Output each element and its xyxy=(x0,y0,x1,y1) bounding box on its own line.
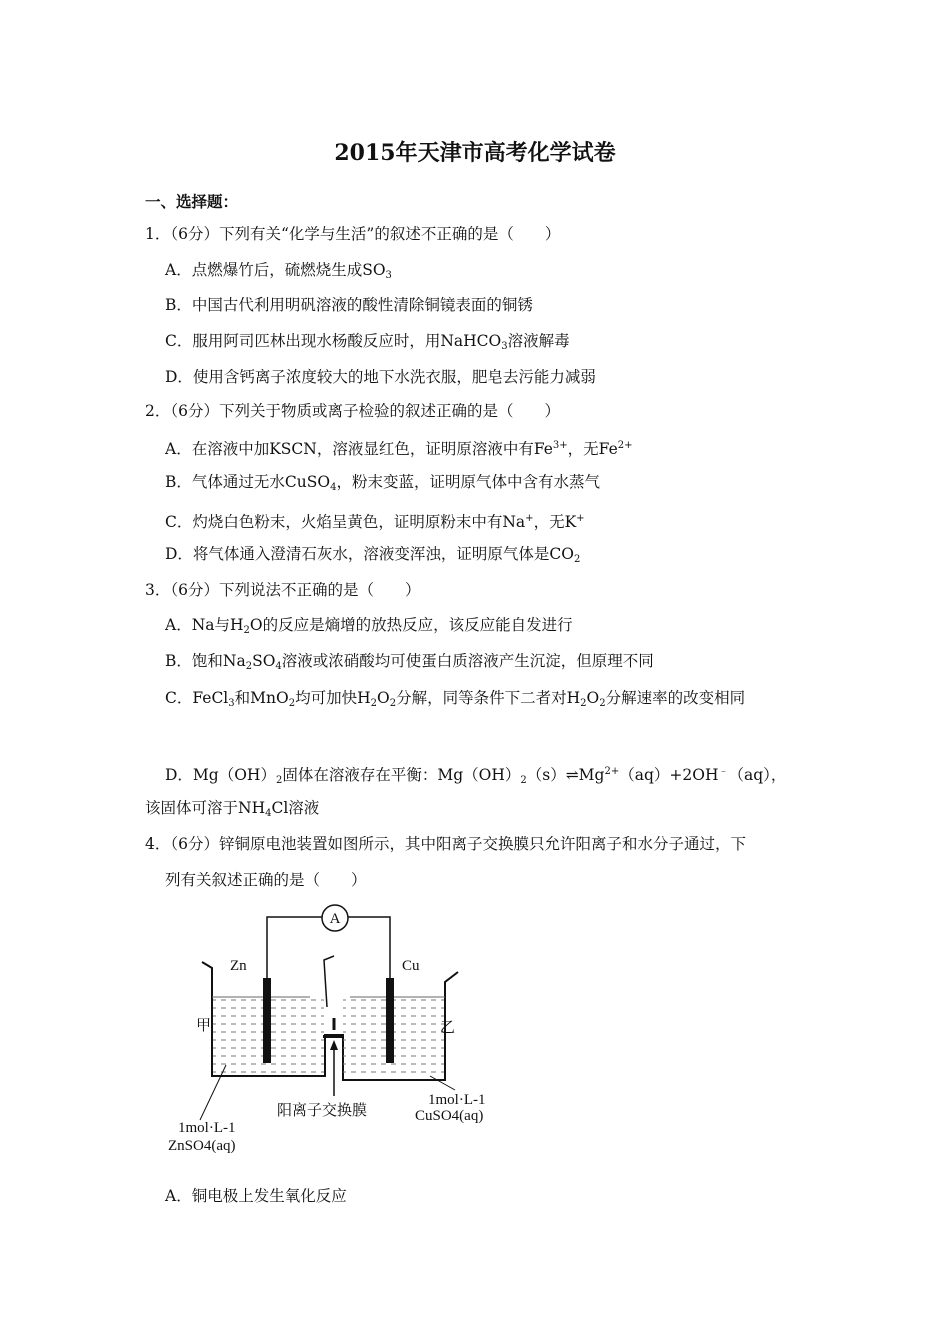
q4-option-a xyxy=(165,1186,347,1206)
cu-electrode xyxy=(386,978,394,1063)
text-segment: （s）⇌Mg xyxy=(526,766,605,784)
zn-electrode xyxy=(263,978,271,1063)
right-cell-label: 乙 xyxy=(440,1020,456,1036)
text-segment: B．中国古代利用明矾溶液的酸性清除铜镜表面的铜锈 xyxy=(165,296,533,314)
text-segment: 3．（6分）下列说法不正确的是（ ） xyxy=(145,581,421,599)
text-segment: 2．（6分）下列关于物质或离子检验的叙述正确的是（ ） xyxy=(145,402,560,420)
arrow-icon xyxy=(330,1040,338,1050)
subscript: 2 xyxy=(370,698,377,709)
text-segment: 和MnO xyxy=(234,689,289,707)
subscript: 2 xyxy=(275,775,283,786)
ammeter-label: A xyxy=(329,911,341,927)
text-segment: C．灼烧白色粉末，火焰呈黄色，证明原粉末中有Na xyxy=(165,513,526,531)
q3-option-d-cont xyxy=(145,798,319,824)
subscript: 3 xyxy=(228,698,235,709)
q2-option-a xyxy=(165,436,633,459)
subscript: 2 xyxy=(580,698,587,709)
text-segment: Cl溶液 xyxy=(271,799,320,817)
left-beaker xyxy=(202,962,343,1076)
q2-option-b xyxy=(165,472,600,498)
subscript: 2 xyxy=(288,698,296,709)
text-segment: 4．（6分）锌铜原电池装置如图所示，其中阳离子交换膜只允许阳离子和水分子通过，下 xyxy=(145,835,746,853)
q2-option-d xyxy=(165,544,580,570)
right-concentration: 1mol·L-1 xyxy=(428,1092,486,1108)
subscript: 4 xyxy=(330,482,337,493)
text-segment: A．在溶液中加KSCN，溶液显红色，证明原溶液中有Fe xyxy=(165,440,553,458)
q1-option-b xyxy=(165,295,533,315)
subscript: 4 xyxy=(275,661,282,672)
text-segment: 固体在溶液存在平衡：Mg（OH） xyxy=(282,766,521,784)
zn-label: Zn xyxy=(230,958,247,974)
superscript: + xyxy=(525,513,534,524)
left-concentration: 1mol·L-1 xyxy=(178,1120,236,1136)
q3-option-a xyxy=(165,615,573,641)
section-heading xyxy=(145,192,238,212)
text-segment: A．Na与H xyxy=(165,616,244,634)
text-segment: ，无K xyxy=(533,513,577,531)
text-segment: D．Mg（OH） xyxy=(165,766,276,784)
text-segment: 该固体可溶于NH xyxy=(145,799,266,817)
q1-stem xyxy=(145,224,560,244)
membrane-label: 阳离子交换膜 xyxy=(277,1103,368,1119)
q4-stem-cont xyxy=(165,870,367,890)
text-segment: ，粉末变蓝，证明原气体中含有水蒸气 xyxy=(336,473,600,491)
superscript: ﹣ xyxy=(718,766,729,777)
text-segment: C．FeCl xyxy=(165,689,229,707)
text-segment: A．铜电极上发生氧化反应 xyxy=(165,1187,347,1205)
text-segment: 列有关叙述正确的是（ ） xyxy=(165,871,367,889)
q3-stem xyxy=(145,580,420,600)
text-segment: D．使用含钙离子浓度较大的地下水洗衣服，肥皂去污能力减弱 xyxy=(165,368,596,386)
subscript: 2 xyxy=(243,625,250,636)
text-segment: SO xyxy=(252,652,276,670)
q3-option-c xyxy=(165,688,745,714)
subscript: 3 xyxy=(501,341,508,352)
q2-stem xyxy=(145,401,560,421)
text-segment: （aq）， xyxy=(728,766,787,784)
page-title: 2015年天津市高考化学试卷 xyxy=(334,140,616,166)
q1-option-d xyxy=(165,367,596,387)
zinc-copper-cell-diagram xyxy=(160,900,510,1162)
subscript: 2 xyxy=(245,661,253,672)
superscript: 3+ xyxy=(552,440,568,451)
subscript: 4 xyxy=(265,808,272,819)
left-cell-label: 甲 xyxy=(196,1018,212,1034)
text-segment: 一、选择题： xyxy=(145,192,239,211)
q3-option-d xyxy=(165,762,786,791)
text-segment: O的反应是熵增的放热反应，该反应能自发进行 xyxy=(249,616,573,634)
subscript: 3 xyxy=(385,270,392,281)
text-segment: 分解，同等条件下二者对H xyxy=(396,689,581,707)
q3-option-b xyxy=(165,651,654,677)
q4-stem xyxy=(145,834,746,854)
text-segment: B．饱和Na xyxy=(165,652,246,670)
subscript: 2 xyxy=(389,698,397,709)
q1-option-a xyxy=(165,260,392,286)
text-segment: 溶液解毒 xyxy=(507,332,570,350)
text-segment: O xyxy=(376,689,390,707)
text-segment: 1．（6分）下列有关“化学与生活”的叙述不正确的是（ ） xyxy=(145,225,561,243)
left-solution: ZnSO4(aq) xyxy=(168,1138,236,1154)
superscript: 2+ xyxy=(617,440,633,451)
text-segment: （aq）+2OH xyxy=(619,766,719,784)
text-segment: A．点燃爆竹后，硫燃烧生成SO xyxy=(165,261,386,279)
right-solution: CuSO4(aq) xyxy=(415,1108,484,1124)
q2-option-c xyxy=(165,509,585,532)
text-segment: 分解速率的改变相同 xyxy=(605,689,746,707)
subscript: 2 xyxy=(599,698,606,709)
text-segment: 均可加快H xyxy=(295,689,371,707)
superscript: 2+ xyxy=(604,766,620,777)
text-segment: 溶液或浓硝酸均可使蛋白质溶液产生沉淀，但原理不同 xyxy=(281,652,654,670)
text-segment: D．将气体通入澄清石灰水，溶液变浑浊，证明原气体是CO xyxy=(165,545,574,563)
subscript: 2 xyxy=(574,554,581,565)
text-segment: C．服用阿司匹林出现水杨酸反应时，用NaHCO xyxy=(165,332,502,350)
cu-label: Cu xyxy=(402,958,420,974)
text-segment: B．气体通过无水CuSO xyxy=(165,473,331,491)
superscript: + xyxy=(576,513,585,524)
text-segment: ，无Fe xyxy=(567,440,618,458)
subscript: 2 xyxy=(520,775,527,786)
text-segment: O xyxy=(586,689,600,707)
q1-option-c xyxy=(165,331,570,357)
